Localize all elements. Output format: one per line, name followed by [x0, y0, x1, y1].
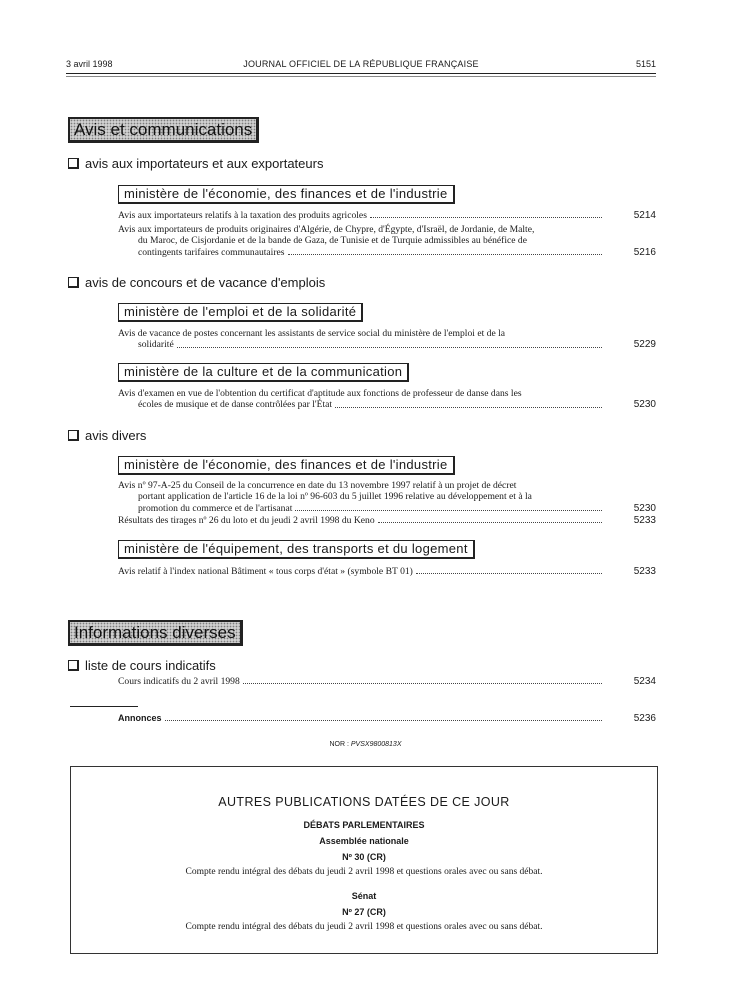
leader-dots [416, 573, 602, 574]
entry-line: Avis d'examen en vue de l'obtention du certificat d'aptitude aux fonctions de professeur de danse dans les [118, 388, 522, 399]
ministry-economie-2: ministère de l'économie, des finances et de l'industrie [118, 456, 455, 475]
entry-page: 5230 [633, 502, 656, 514]
leader-dots [288, 254, 602, 255]
entry-text: promotion du commerce et de l'artisanat [138, 502, 293, 514]
leader-dots [295, 510, 602, 511]
assemblee-description: Compte rendu intégral des débats du jeudi 2 avril 1998 et questions orales avec ou sans débat. [185, 867, 543, 877]
ministry-culture: ministère de la culture et de la communication [118, 363, 409, 382]
entry-page: 5236 [633, 713, 656, 724]
entry-line: portant application de l'article 16 de la loi nº 96-603 du 5 juillet 1996 relative au développement et à la [138, 491, 532, 503]
entry-line: Avis aux importateurs de produits originaires d'Algérie, de Chypre, d'Égypte, d'Israël, de Jordanie, de Malte, [118, 224, 535, 235]
entry-page: 5216 [633, 246, 656, 258]
toc-entry-conseil-concurrence[interactable] [118, 480, 656, 514]
running-header [66, 59, 656, 71]
assemblee-number: Nº 30 (CR) [342, 852, 386, 862]
ministry-equipement: ministère de l'équipement, des transports et du logement [118, 540, 475, 559]
category-cours [68, 658, 216, 673]
leader-dots [370, 217, 602, 218]
entry-line: Avis de vacance de postes concernant les assistants de service social du ministère de l'emploi et de la [118, 328, 506, 339]
leader-dots [177, 347, 602, 348]
toc-entry-danse[interactable] [118, 388, 656, 411]
ministry-economie-1: ministère de l'économie, des finances et de l'industrie [118, 185, 455, 204]
entry-text: Résultats des tirages nº 26 du loto et du jeudi 2 avril 1998 du Keno [118, 515, 375, 526]
entry-page: 5214 [633, 210, 656, 221]
publications-title: AUTRES PUBLICATIONS DATÉES DE CE JOUR [218, 795, 510, 809]
header-date: 3 avril 1998 [66, 59, 113, 69]
toc-entry-taxation[interactable] [118, 210, 656, 221]
leader-dots [165, 720, 602, 721]
header-page-number: 5151 [635, 59, 656, 69]
toc-entry-index-batiment[interactable] [118, 566, 656, 577]
toc-entry-loto[interactable] [118, 515, 656, 526]
leader-dots [378, 522, 602, 523]
header-title: JOURNAL OFFICIEL DE LA RÉPUBLIQUE FRANÇAISE [243, 59, 479, 69]
header-rule-thin [66, 76, 656, 77]
senat-number: Nº 27 (CR) [342, 907, 386, 917]
ministry-emploi: ministère de l'emploi et de la solidarité [118, 303, 363, 322]
assemblee-heading: Assemblée nationale [319, 836, 409, 846]
debats-heading: DÉBATS PARLEMENTAIRES [303, 820, 425, 830]
category-label: avis aux importateurs et aux exportateurs [85, 156, 324, 171]
section-banner-avis: Avis et communications [68, 117, 259, 143]
senat-description: Compte rendu intégral des débats du jeudi 2 avril 1998 et questions orales avec ou sans débat. [185, 922, 543, 932]
other-publications-box [70, 766, 658, 954]
separator-rule [70, 706, 138, 707]
entry-line: Avis nº 97-A-25 du Conseil de la concurrence en date du 13 novembre 1997 relatif à un projet de décret [118, 480, 517, 491]
nor-code: PVSX9800813X [350, 741, 402, 748]
toc-entry-vacance-postes[interactable] [118, 328, 656, 351]
category-divers [68, 428, 146, 443]
entry-page: 5233 [633, 566, 656, 577]
entry-text: écoles de musique et de danse contrôlées par l'État [138, 399, 333, 411]
category-label: avis divers [85, 428, 147, 443]
senat-heading: Sénat [351, 891, 377, 901]
entry-page: 5234 [633, 676, 656, 687]
entry-page: 5229 [633, 339, 656, 351]
nor-reference [0, 741, 731, 748]
section-banner-informations: Informations diverses [68, 620, 243, 646]
entry-line: du Maroc, de Cisjordanie et de la bande de Gaza, de Tunisie et de Turquie admissibles au bénéfice de [138, 235, 527, 247]
entry-text: solidarité [138, 339, 174, 351]
entry-page: 5230 [633, 399, 656, 411]
entry-text: Cours indicatifs du 2 avril 1998 [118, 676, 240, 687]
entry-text: contingents tarifaires communautaires [138, 246, 285, 258]
toc-entry-cours[interactable] [118, 676, 656, 687]
checkbox-icon [68, 660, 79, 671]
entry-text: Avis relatif à l'index national Bâtiment « tous corps d'état » (symbole BT 01) [118, 566, 413, 577]
category-label: liste de cours indicatifs [85, 658, 216, 673]
checkbox-icon [68, 430, 79, 441]
nor-label: NOR : [329, 741, 349, 748]
leader-dots [243, 683, 602, 684]
entry-text: Annonces [118, 713, 162, 723]
category-concours [68, 275, 325, 290]
checkbox-icon [68, 158, 79, 169]
leader-dots [335, 407, 602, 408]
header-rule [66, 73, 656, 74]
entry-text: Avis aux importateurs relatifs à la taxation des produits agricoles [118, 210, 367, 221]
category-label: avis de concours et de vacance d'emplois [85, 275, 326, 290]
category-importateurs [68, 156, 323, 171]
checkbox-icon [68, 277, 79, 288]
toc-entry-contingents[interactable] [118, 224, 656, 258]
toc-entry-annonces[interactable] [118, 713, 656, 724]
entry-page: 5233 [633, 515, 656, 526]
